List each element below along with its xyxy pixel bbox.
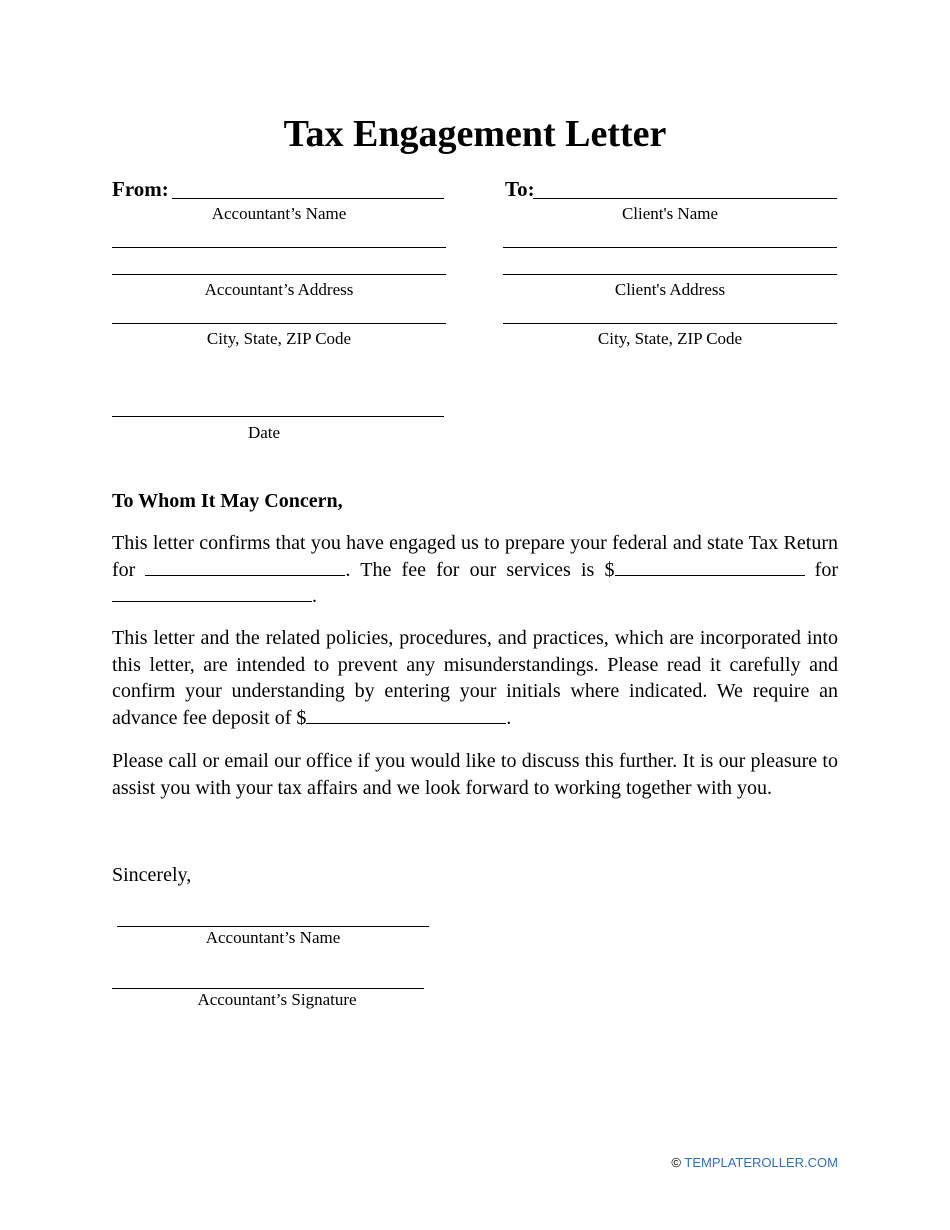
signature-caption: Accountant’s Signature [197, 990, 357, 1009]
paragraph-engagement [112, 530, 838, 610]
paragraph-engagement-text-1: This letter confirms that you have engaged us to prepare your federal and state Tax Return for [112, 532, 838, 581]
date-caption: Date [247, 423, 281, 442]
paragraph-policies [112, 625, 838, 731]
closing: Sincerely, [112, 864, 192, 886]
signature-name-caption: Accountant’s Name [205, 928, 341, 947]
from-address-caption: Accountant’s Address [204, 280, 354, 299]
paragraph-policies-text-2: . [506, 706, 512, 729]
deposit-amount-blank[interactable] [306, 705, 506, 724]
to-label: To: [505, 177, 535, 201]
signature-name-line[interactable] [117, 926, 429, 927]
from-city-caption: City, State, ZIP Code [206, 329, 352, 348]
document-title: Tax Engagement Letter [283, 113, 667, 155]
templateroller-link[interactable]: TEMPLATEROLLER.COM [684, 1155, 838, 1170]
paragraph-engagement-text-3: for [804, 558, 838, 581]
paragraph-policies-text-1: This letter and the related policies, procedures, and practices, which are incorporated into this letter, are intended to prevent any misunderstandings. Please read it carefully and confirm your understanding by entering your initials where indicated. We require an advance fee deposit of $ [112, 627, 838, 729]
footer-credit[interactable] [671, 1155, 838, 1171]
salutation: To Whom It May Concern, [112, 490, 343, 512]
date-line[interactable] [112, 416, 444, 417]
to-address-caption: Client's Address [614, 280, 726, 299]
to-name-line[interactable] [533, 198, 837, 199]
to-city-caption: City, State, ZIP Code [597, 329, 743, 348]
from-address-line-1[interactable] [112, 247, 446, 248]
from-address-line-2[interactable] [112, 274, 446, 275]
copyright-icon: © [671, 1155, 681, 1170]
to-city-line[interactable] [503, 323, 837, 324]
from-name-caption: Accountant’s Name [211, 204, 347, 223]
from-city-line[interactable] [112, 323, 446, 324]
to-address-line-2[interactable] [503, 274, 837, 275]
fee-amount-blank[interactable] [615, 557, 805, 576]
to-address-line-1[interactable] [503, 247, 837, 248]
paragraph-contact: Please call or email our office if you would like to discuss this further. It is our pleasure to assist you with your tax affairs and we look forward to working together with you. [112, 750, 838, 799]
paragraph-engagement-text-4: . [312, 585, 317, 607]
signature-line[interactable] [112, 988, 424, 989]
paragraph-engagement-text-2: . The fee for our services is $ [345, 558, 615, 581]
tax-year-blank[interactable] [145, 557, 345, 576]
from-label: From: [112, 177, 169, 201]
to-name-caption: Client's Name [621, 204, 719, 223]
from-name-line[interactable] [172, 198, 444, 199]
fee-purpose-blank[interactable] [112, 583, 312, 602]
